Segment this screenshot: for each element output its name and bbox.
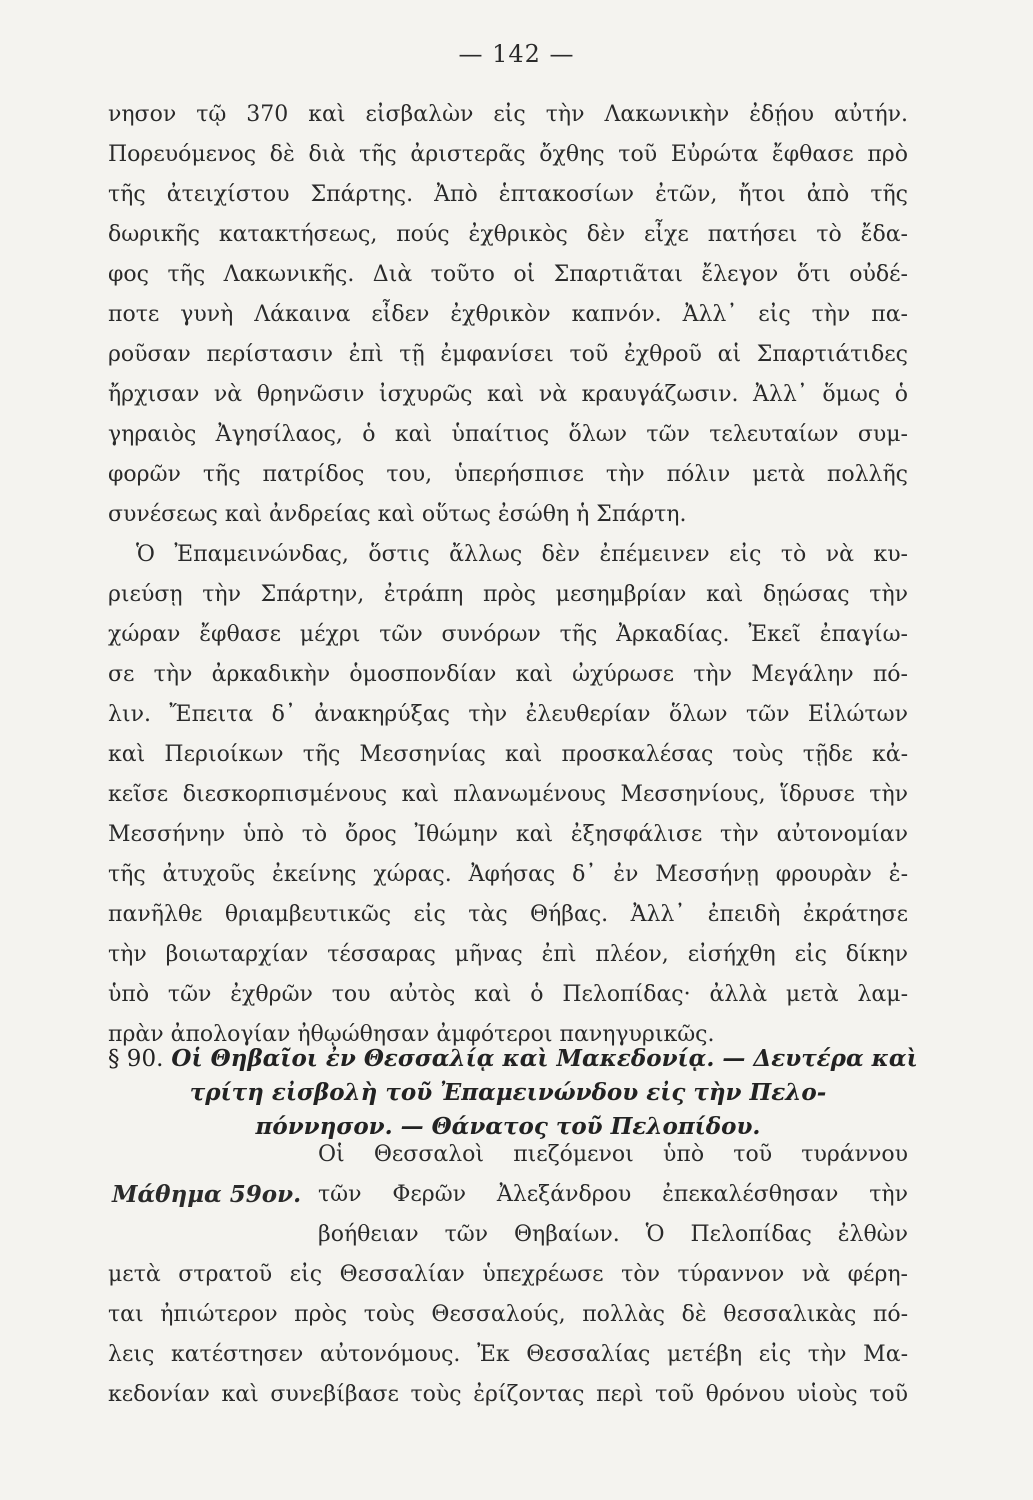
main-text-continued	[108, 1255, 908, 1415]
text-row	[108, 1175, 908, 1215]
text-line: συνέσεως καὶ ἀνδρείας καὶ οὕτως ἐσώθη ἡ Σπάρτη.	[108, 502, 687, 527]
text-line: κεδονίαν καὶ συνεβίβασε τοὺς ἐρίζοντας περὶ τοῦ θρόνου υἱοὺς τοῦ	[108, 1382, 908, 1407]
text-line: τῶν Φερῶν Ἀλεξάνδρου ἐπεκαλέσθησαν τὴν	[318, 1182, 908, 1207]
text-line: φορῶν τῆς πατρίδος του, ὑπερήσπισε τὴν πόλιν μετὰ πολλῆς	[108, 462, 908, 487]
page-number: — 142 —	[458, 40, 575, 68]
text-line: κεῖσε διεσκορπισμένους καὶ πλανωμένους Μεσσηνίους, ἵδρυσε τὴν	[108, 782, 908, 807]
text-line: τὴν βοιωταρχίαν τέσσαρας μῆνας ἐπὶ πλέον, εἰσήχθη εἰς δίκην	[108, 942, 908, 967]
text-line: ποτε γυνὴ Λάκαινα εἶδεν ἐχθρικὸν καπνόν. Ἀλλ᾽ εἰς τὴν πα-	[108, 302, 908, 327]
text-line: καὶ Περιοίκων τῆς Μεσσηνίας καὶ προσκαλέσας τοὺς τῇδε κἀ-	[108, 742, 908, 767]
text-line: νησον τῷ 370 καὶ εἰσβαλὼν εἰς τὴν Λακωνικὴν ἐδῄου αὐτήν.	[108, 102, 908, 127]
section-title-line	[108, 1042, 918, 1076]
text-line: ται ἠπιώτερον πρὸς τοὺς Θεσσαλούς, πολλὰς δὲ θεσσαλικὰς πό-	[108, 1302, 908, 1327]
text-line: γηραιὸς Ἀγησίλαος, ὁ καὶ ὑπαίτιος ὅλων τῶν τελευταίων συμ-	[108, 422, 908, 447]
section-title: Οἱ Θηβαῖοι ἐν Θεσσαλίᾳ καὶ Μακεδονίᾳ. — Δευτέρα καὶ	[171, 1045, 918, 1072]
lesson-block	[108, 1135, 908, 1255]
text-line: λεις κατέστησεν αὐτονόμους. Ἐκ Θεσσαλίας μετέβη εἰς τὴν Μα-	[108, 1342, 908, 1367]
section-heading	[108, 1042, 918, 1144]
text-line: ἤρχισαν νὰ θρηνῶσιν ἰσχυρῶς καὶ νὰ κραυγάζωσιν. Ἀλλ᾽ ὅμως ὁ	[108, 382, 908, 407]
text-line: τῆς ἀτυχοῦς ἐκείνης χώρας. Ἀφήσας δ᾽ ἐν Μεσσήνῃ φρουρὰν ἐ-	[108, 862, 908, 887]
text-line: πρὰν ἀπολογίαν ἠθῳώθησαν ἀμφότεροι πανηγυρικῶς.	[108, 1022, 715, 1047]
lesson-label: Μάθημα 59ον.	[112, 1181, 302, 1208]
text-line: ὑπὸ τῶν ἐχθρῶν του αὐτὸς καὶ ὁ Πελοπίδας· ἀλλὰ μετὰ λαμ-	[108, 982, 908, 1007]
text-line: βοήθειαν τῶν Θηβαίων. Ὁ Πελοπίδας ἐλθὼν	[318, 1222, 908, 1247]
text-line: ροῦσαν περίστασιν ἐπὶ τῇ ἐμφανίσει τοῦ ἐχθροῦ αἱ Σπαρτιάτιδες	[108, 342, 908, 367]
text-row	[108, 1215, 908, 1255]
text-line: χώραν ἔφθασε μέχρι τῶν συνόρων τῆς Ἀρκαδίας. Ἐκεῖ ἐπαγίω-	[108, 622, 908, 647]
main-text	[108, 95, 908, 1055]
text-line: Ὁ Ἐπαμεινώνδας, ὅστις ἄλλως δὲν ἐπέμεινεν εἰς τὸ νὰ κυ-	[136, 542, 908, 567]
text-line: δωρικῆς κατακτήσεως, πούς ἐχθρικὸς δὲν εἶχε πατήσει τὸ ἔδα-	[108, 222, 908, 247]
text-line: Πορευόμενος δὲ διὰ τῆς ἀριστερᾶς ὄχθης τοῦ Εὐρώτα ἔφθασε πρὸ	[108, 142, 908, 167]
text-line: σε τὴν ἀρκαδικὴν ὁμοσπονδίαν καὶ ὠχύρωσε τὴν Μεγάλην πό-	[108, 662, 908, 687]
text-line: φος τῆς Λακωνικῆς. Διὰ τοῦτο οἱ Σπαρτιᾶται ἔλεγον ὅτι οὐδέ-	[108, 262, 908, 287]
section-title-line: τρίτη εἰσβολὴ τοῦ Ἐπαμεινώνδου εἰς τὴν Πελο-	[189, 1079, 827, 1106]
text-line: Οἱ Θεσσαλοὶ πιεζόμενοι ὑπὸ τοῦ τυράννου	[318, 1142, 908, 1167]
text-line: Μεσσήνην ὑπὸ τὸ ὄρος Ἰθώμην καὶ ἐξησφάλισε τὴν αὐτονομίαν	[108, 822, 908, 847]
text-row	[108, 1135, 908, 1175]
section-title-line: πόννησον. — Θάνατος τοῦ Πελοπίδου.	[255, 1113, 761, 1140]
text-line: ριεύσῃ τὴν Σπάρτην, ἐτράπη πρὸς μεσημβρίαν καὶ δῃώσας τὴν	[108, 582, 908, 607]
text-line: λιν. Ἔπειτα δ᾽ ἀνακηρύξας τὴν ἐλευθερίαν ὅλων τῶν Εἱλώτων	[108, 702, 908, 727]
text-line: πανῆλθε θριαμβευτικῶς εἰς τὰς Θήβας. Ἀλλ᾽ ἐπειδὴ ἐκράτησε	[108, 902, 908, 927]
text-line: μετὰ στρατοῦ εἰς Θεσσαλίαν ὑπεχρέωσε τὸν τύραννον νὰ φέρη-	[108, 1262, 908, 1287]
text-line: τῆς ἀτειχίστου Σπάρτης. Ἀπὸ ἑπτακοσίων ἐτῶν, ἤτοι ἀπὸ τῆς	[108, 182, 908, 207]
section-number: § 90.	[108, 1046, 164, 1072]
